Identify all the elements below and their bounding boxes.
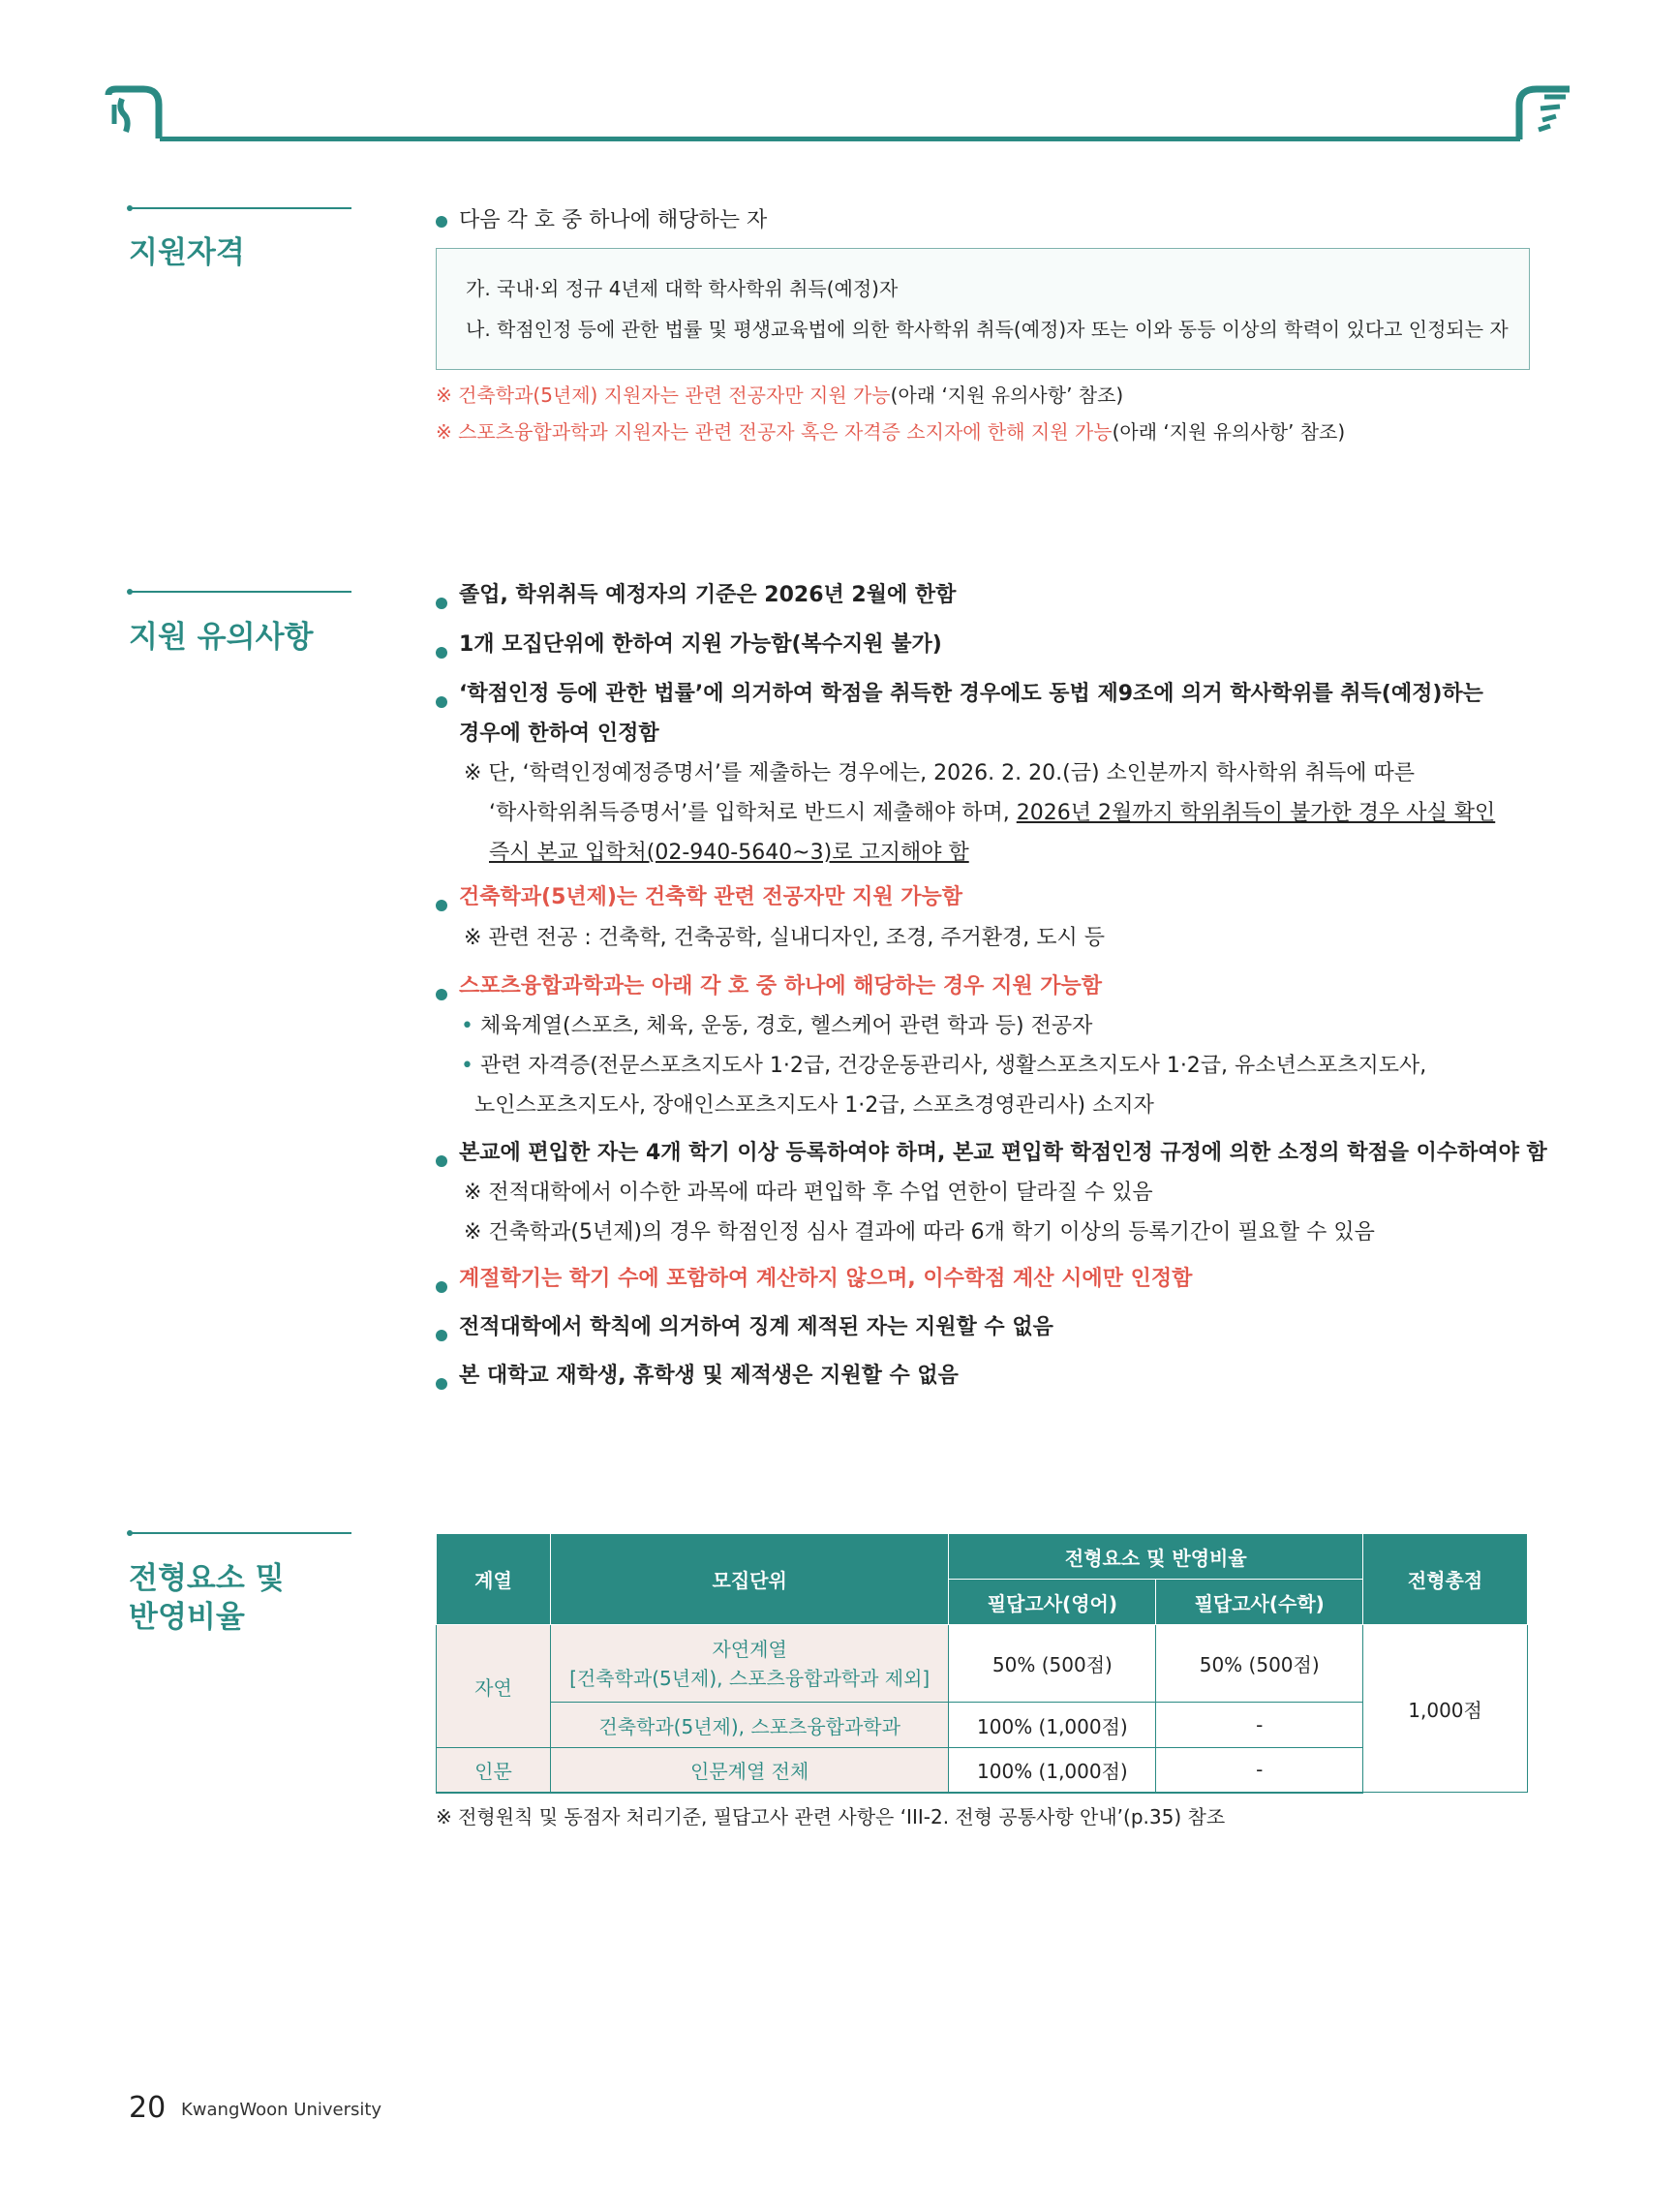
header-elements: 전형요소 및 반영비율 [949, 1534, 1363, 1580]
header-english: 필답고사(영어) [949, 1580, 1156, 1625]
caution-item: ‘학점인정 등에 관한 법률’에 의거하여 학점을 취득한 경우에도 동법 제9조에 의거 학사학위를 취득(예정)하는 [459, 682, 1483, 706]
caution-item: 1개 모집단위에 한하여 지원 가능함(복수지원 불가) [459, 632, 942, 657]
bullet-icon [436, 1330, 447, 1341]
section-rule [129, 591, 351, 593]
caution-sub-item [461, 1052, 1426, 1081]
header-left-ornament-icon [105, 85, 165, 145]
footer-university: KwangWoon University [181, 2100, 382, 2120]
qualification-note [436, 417, 1345, 446]
header-right-ornament-icon [1515, 83, 1573, 145]
section-rule [129, 1532, 351, 1534]
caution-note: ※ 건축학과(5년제)의 경우 학점인정 심사 결과에 따라 6개 학기 이상의 등록기간이 필요할 수 있음 [464, 1220, 1375, 1244]
caution-note: ※ 전적대학에서 이수한 과목에 따라 편입학 후 수업 연한이 달라질 수 있음 [464, 1181, 1153, 1205]
qualification-item: 나. 학점인정 등에 관한 법률 및 평생교육법에 의한 학사학위 취득(예정)자 또는 이와 동등 이상의 학력이 있다고 인정되는 자 [466, 318, 1509, 341]
english-ratio: 100% (1,000점) [949, 1703, 1156, 1748]
sub-item-text: 체육계열(스포츠, 체육, 운동, 경호, 헬스케어 관련 학과 등) 전공자 [479, 1014, 1093, 1038]
unit-text: [건축학과(5년제), 스포츠융합과학과 제외] [569, 1666, 931, 1690]
caution-note-text: ‘학사학위취득증명서’를 입학처로 반드시 제출해야 하며, [489, 801, 1017, 825]
caution-note: ※ 관련 전공 : 건축학, 건축공학, 실내디자인, 조경, 주거환경, 도시 등 [464, 926, 1106, 950]
section-title-selection: 전형요소 및 [129, 1561, 285, 1596]
header-series: 계열 [437, 1534, 551, 1625]
selection-table [436, 1533, 1528, 1794]
caution-item: 본교에 편입한 자는 4개 학기 이상 등록하여야 하며, 본교 편입학 학점인정 규정에 의한 소정의 학점을 이수하여야 함 [459, 1141, 1547, 1165]
unit-cell: 인문계열 전체 [550, 1748, 949, 1793]
bullet-icon [436, 900, 447, 911]
header-math: 필답고사(수학) [1156, 1580, 1363, 1625]
caution-item-highlight: 계절학기는 학기 수에 포함하여 계산하지 않으며, 이수학점 계산 시에만 인정함 [459, 1267, 1193, 1291]
math-ratio: 50% (500점) [1156, 1625, 1363, 1703]
section-title-qualification: 지원자격 [129, 235, 245, 270]
total-score: 1,000점 [1363, 1625, 1528, 1793]
section-title-cautions: 지원 유의사항 [129, 620, 314, 655]
sub-bullet-icon: • [461, 1054, 473, 1078]
caution-item: 졸업, 학위취득 예정자의 기준은 2026년 2월에 한함 [459, 583, 957, 607]
header-rule [160, 137, 1520, 141]
qualification-item: 가. 국내·외 정규 4년제 대학 학사학위 취득(예정)자 [466, 277, 899, 300]
caution-item-highlight: 스포츠융합과학과는 아래 각 호 중 하나에 해당하는 경우 지원 가능함 [459, 974, 1102, 998]
table-row [437, 1625, 1528, 1703]
bullet-icon [436, 647, 447, 659]
caution-item-cont: 경우에 한하여 인정함 [459, 722, 659, 746]
series-humanities: 인문 [437, 1748, 551, 1793]
note-plain-text: (아래 ‘지원 유의사항’ 참조) [1112, 420, 1346, 444]
math-ratio: - [1156, 1748, 1363, 1793]
section-rule [129, 207, 351, 209]
unit-text: 자연계열 [712, 1637, 787, 1661]
series-natural: 자연 [437, 1625, 551, 1748]
english-ratio: 100% (1,000점) [949, 1748, 1156, 1793]
bullet-icon [436, 696, 447, 708]
selection-note: ※ 전형원칙 및 동점자 처리기준, 필답고사 관련 사항은 ‘III-2. 전형 공통사항 안내’(p.35) 참조 [436, 1805, 1226, 1828]
qualification-note [436, 381, 1123, 410]
header-total: 전형총점 [1363, 1534, 1528, 1625]
caution-note-cont [489, 799, 1495, 828]
sub-bullet-icon: • [461, 1014, 473, 1038]
caution-item: 본 대학교 재학생, 휴학생 및 제적생은 지원할 수 없음 [459, 1364, 959, 1388]
caution-item-highlight: 건축학과(5년제)는 건축학 관련 전공자만 지원 가능함 [459, 885, 963, 909]
caution-note-underlined: 즉시 본교 입학처(02-940-5640~3)로 고지해야 함 [489, 841, 969, 865]
qualification-box [436, 248, 1530, 370]
bullet-icon [436, 1155, 447, 1167]
unit-cell [550, 1625, 949, 1703]
bullet-icon [436, 989, 447, 1000]
note-red-text: ※ 스포츠융합과학과 지원자는 관련 전공자 혹은 자격증 소지자에 한해 지원 가능 [436, 420, 1113, 444]
caution-sub-item [461, 1012, 1092, 1041]
qualification-lead: 다음 각 호 중 하나에 해당하는 자 [459, 208, 768, 232]
bullet-icon [436, 1281, 447, 1293]
english-ratio: 50% (500점) [949, 1625, 1156, 1703]
caution-sub-item-cont: 노인스포츠지도사, 장애인스포츠지도사 1·2급, 스포츠경영관리사) 소지자 [474, 1093, 1154, 1118]
bullet-icon [436, 598, 447, 609]
bullet-icon [436, 1378, 447, 1390]
sub-item-text: 관련 자격증(전문스포츠지도사 1·2급, 건강운동관리사, 생활스포츠지도사 1·2급, 유소년스포츠지도사, [479, 1054, 1427, 1078]
caution-note-underlined: 2026년 2월까지 학위취득이 불가한 경우 사실 확인 [1016, 801, 1496, 825]
caution-item: 전적대학에서 학칙에 의거하여 징계 제적된 자는 지원할 수 없음 [459, 1315, 1053, 1339]
note-red-text: ※ 건축학과(5년제) 지원자는 관련 전공자만 지원 가능 [436, 384, 891, 407]
page-number: 20 [129, 2091, 167, 2125]
math-ratio: - [1156, 1703, 1363, 1748]
header-unit: 모집단위 [550, 1534, 949, 1625]
bullet-icon [436, 216, 447, 228]
note-plain-text: (아래 ‘지원 유의사항’ 참조) [890, 384, 1124, 407]
section-title-selection-cont: 반영비율 [129, 1600, 245, 1635]
table-header-row [437, 1534, 1528, 1580]
unit-cell: 건축학과(5년제), 스포츠융합과학과 [550, 1703, 949, 1748]
caution-note: ※ 단, ‘학력인정예정증명서’를 제출하는 경우에는, 2026. 2. 20.(금) 소인분까지 학사학위 취득에 따른 [464, 761, 1416, 785]
